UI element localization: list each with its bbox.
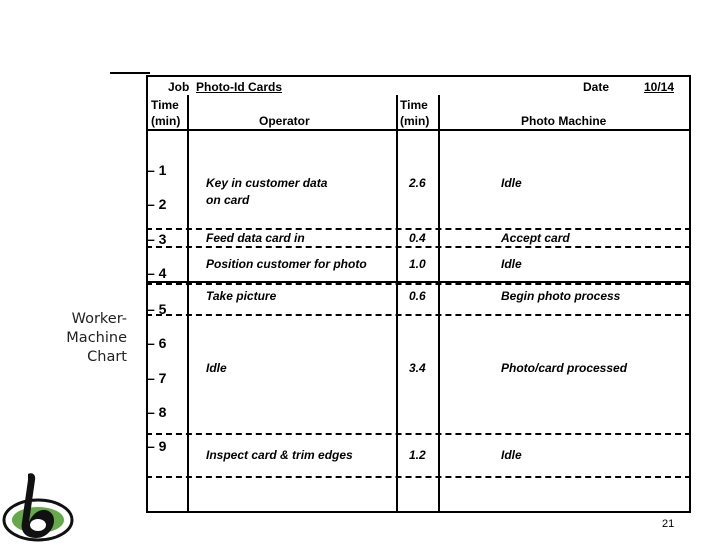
time-tick: – 5 <box>147 301 167 317</box>
operator-activity: Feed data card in <box>206 231 305 245</box>
row-separator <box>146 314 691 316</box>
activity-time: 1.0 <box>409 257 426 271</box>
time-header-unit: (min) <box>151 114 181 128</box>
column-divider <box>396 95 398 513</box>
date-value: 10/14 <box>643 80 674 94</box>
row-separator <box>146 283 691 285</box>
activity-time: 3.4 <box>409 361 426 375</box>
chart-side-title <box>55 310 127 367</box>
machine-activity: Idle <box>501 176 522 190</box>
b-logo-icon <box>2 470 76 546</box>
operator-activity: Inspect card & trim edges <box>206 448 353 462</box>
column-divider <box>438 95 440 513</box>
activity-time: 0.6 <box>409 289 426 303</box>
side-title-line: Worker- <box>71 311 127 327</box>
time-tick: – 8 <box>147 404 167 420</box>
page-number: 21 <box>662 518 675 530</box>
activity-time: 0.4 <box>409 231 426 245</box>
activity-time: 1.2 <box>409 448 426 462</box>
side-title-line: Chart <box>87 349 127 365</box>
date-label: Date <box>583 80 610 94</box>
operator-activity: Take picture <box>206 289 277 303</box>
machine-header: Photo Machine <box>521 114 607 128</box>
header-rule <box>146 129 691 131</box>
machine-activity: Photo/card processed <box>501 361 628 375</box>
time-header-unit: (min) <box>400 114 430 128</box>
logo-bowl <box>30 519 46 531</box>
operator-activity-line: Key in customer data <box>206 176 328 190</box>
side-title-line: Machine <box>66 330 127 346</box>
operator-header: Operator <box>259 114 310 128</box>
row-separator <box>146 433 691 435</box>
job-label: Job <box>168 80 190 94</box>
job-value: Photo-Id Cards <box>196 80 282 94</box>
time-tick: – 2 <box>147 196 167 212</box>
machine-activity: Begin photo process <box>501 289 621 303</box>
operator-activity <box>206 175 327 209</box>
operator-activity: Idle <box>206 361 227 375</box>
time-tick: – 9 <box>147 438 167 454</box>
time-tick: – 6 <box>147 335 167 351</box>
row-separator <box>146 476 691 478</box>
time-header-top: Time <box>151 98 179 112</box>
time-tick: – 7 <box>147 370 167 386</box>
column-divider <box>187 95 189 513</box>
time-tick: – 4 <box>147 265 167 281</box>
time-header-top: Time <box>400 98 428 112</box>
operator-activity: Position customer for photo <box>206 257 367 271</box>
machine-activity: Accept card <box>501 231 570 245</box>
top-rule <box>110 72 150 74</box>
machine-activity: Idle <box>501 257 522 271</box>
machine-activity: Idle <box>501 448 522 462</box>
activity-time: 2.6 <box>409 176 426 190</box>
operator-activity-line: on card <box>206 193 250 207</box>
time-tick: – 1 <box>147 162 167 178</box>
time-tick: – 3 <box>147 231 167 247</box>
